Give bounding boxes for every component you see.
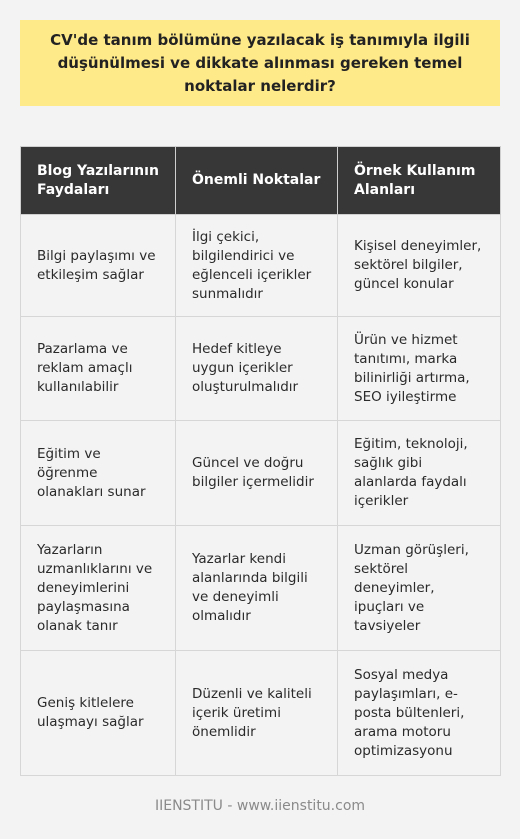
table-cell: Uzman görüşleri, sektörel deneyimler, ipuçları ve tavsiyeler [338,526,501,651]
table-cell: Pazarlama ve reklam amaçlı kullanılabilir [21,317,176,421]
table-cell: Yazarlar kendi alanlarında bilgili ve deneyimli olmalıdır [176,526,338,651]
table-cell: Yazarların uzmanlıklarını ve deneyimlerini paylaşmasına olanak tanır [21,526,176,651]
table-cell: Kişisel deneyimler, sektörel bilgiler, güncel konular [338,215,501,317]
header-cell-usage-areas: Örnek Kullanım Alanları [338,147,501,215]
info-table [20,146,501,776]
header-cell-key-points: Önemli Noktalar [176,147,338,215]
table-row [21,526,501,651]
table-cell: Geniş kitlelere ulaşmayı sağlar [21,651,176,776]
table-cell: Sosyal medya paylaşımları, e-posta bültenleri, arama motoru optimizasyonu [338,651,501,776]
table-row [21,215,501,317]
table-cell: Ürün ve hizmet tanıtımı, marka bilinirliği artırma, SEO iyileştirme [338,317,501,421]
table-cell: Eğitim, teknoloji, sağlık gibi alanlarda faydalı içerikler [338,421,501,526]
table-row [21,421,501,526]
table-row [21,317,501,421]
title-banner [20,20,500,106]
table-cell: Hedef kitleye uygun içerikler oluşturulmalıdır [176,317,338,421]
table-cell: Bilgi paylaşımı ve etkileşim sağlar [21,215,176,317]
table-cell: Düzenli ve kaliteli içerik üretimi önemlidir [176,651,338,776]
table-header-row [21,147,501,215]
table-cell: Eğitim ve öğrenme olanakları sunar [21,421,176,526]
page-title: CV'de tanım bölümüne yazılacak iş tanımıyla ilgili düşünülmesi ve dikkate alınması gereken temel noktalar nelerdir? [50,30,470,95]
table-cell: Güncel ve doğru bilgiler içermelidir [176,421,338,526]
footer-credit: IIENSTITU - www.iienstitu.com [154,798,366,814]
table-cell: İlgi çekici, bilgilendirici ve eğlenceli içerikler sunmalıdır [176,215,338,317]
table-row [21,651,501,776]
header-cell-benefits: Blog Yazılarının Faydaları [21,147,176,215]
